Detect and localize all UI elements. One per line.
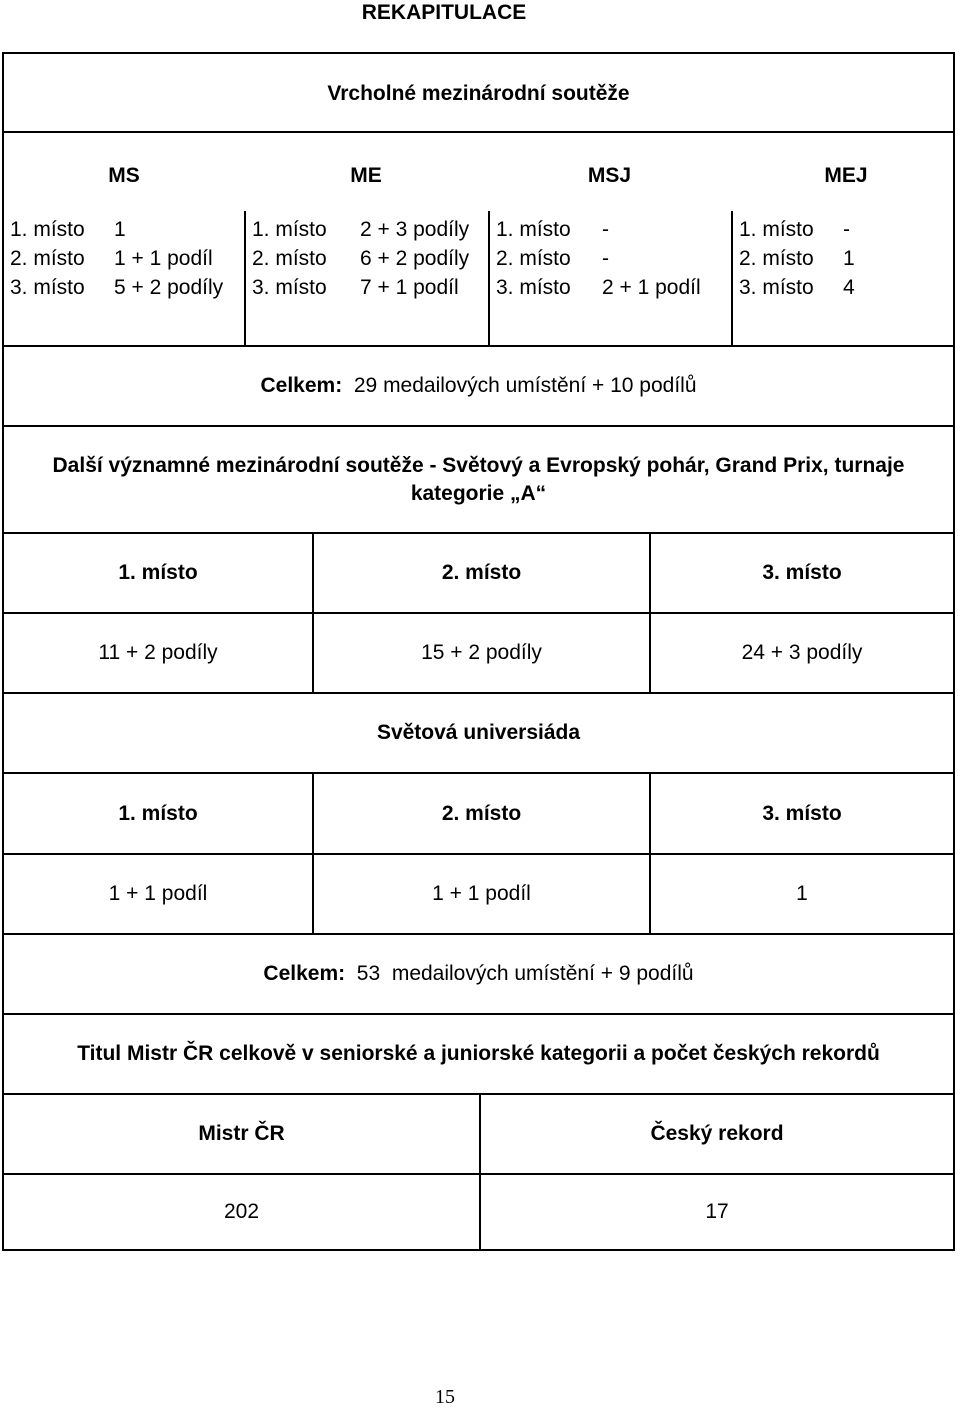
place-value: 24 + 3 podíly — [649, 614, 953, 692]
top-total-row — [4, 347, 953, 427]
top-section-title-row — [4, 54, 953, 133]
medal-row: 2. místo 1 — [739, 247, 855, 270]
column-ms — [4, 211, 244, 345]
universiade-total — [4, 935, 953, 1013]
universiade-values-row — [4, 855, 953, 935]
universiade-total-row — [4, 935, 953, 1015]
other-places-row — [4, 534, 953, 614]
page-title: REKAPITULACE — [361, 1, 527, 24]
place-header: 3. místo — [649, 774, 953, 853]
total-value: 53 medailových umístění + 9 podílů — [356, 962, 694, 985]
medal-row: 1. místo 1 — [10, 218, 126, 241]
medal-row: 3. místo 5 + 2 podíly — [10, 276, 224, 299]
universiade-title: Světová universiáda — [376, 721, 581, 744]
place-header: 1. místo — [118, 801, 198, 825]
national-header: Český rekord — [479, 1095, 953, 1173]
national-section-title: Titul Mistr ČR celkově v seniorské a juniorské kategorii a počet českých rekordů — [77, 1042, 880, 1065]
page-number: 15 — [435, 1386, 455, 1408]
other-values-row — [4, 614, 953, 694]
national-title-row — [4, 1015, 953, 1095]
universiade-title-row — [4, 694, 953, 774]
national-values-row — [4, 1175, 953, 1249]
medal-row: 2. místo 1 + 1 podíl — [10, 247, 213, 270]
medal-row: 3. místo 2 + 1 podíl — [496, 276, 701, 299]
universiade-places-row — [4, 774, 953, 855]
place-value: 1 + 1 podíl — [312, 855, 649, 933]
place-value: 11 + 2 podíly — [98, 641, 218, 664]
top-section-title: Vrcholné mezinárodní soutěže — [327, 82, 630, 105]
medal-row: 3. místo 4 — [739, 276, 855, 299]
other-section-title: Další významné mezinárodní soutěže - Světový a Evropský pohár, Grand Prix, turnaje kategorie „A“ — [52, 453, 905, 505]
national-headers-row — [4, 1095, 953, 1175]
place-header: 1. místo — [118, 561, 198, 584]
medal-row: 3. místo 7 + 1 podíl — [252, 276, 459, 299]
place-header: 3. místo — [649, 534, 953, 612]
place-header: 2. místo — [312, 774, 649, 853]
column-header-mej: MEJ — [824, 164, 868, 187]
place-value: 15 + 2 podíly — [312, 614, 649, 692]
column-header-msj: MSJ — [587, 164, 632, 187]
medal-row: 1. místo 2 + 3 podíly — [252, 218, 470, 241]
medal-columns-row — [4, 133, 953, 347]
column-me — [244, 211, 488, 345]
place-value: 1 — [649, 855, 953, 933]
other-section-title-row — [4, 427, 953, 534]
place-header: 2. místo — [312, 534, 649, 612]
national-value: 202 — [223, 1200, 260, 1223]
total-label: Celkem: — [263, 962, 346, 985]
medal-row: 2. místo - — [496, 247, 609, 270]
total-label: Celkem: — [260, 374, 343, 397]
total-value: 29 medailových umístění + 10 podílů — [353, 374, 697, 397]
column-header-me: ME — [350, 164, 382, 187]
recap-table — [2, 52, 955, 1251]
national-header: Mistr ČR — [198, 1122, 285, 1145]
place-value: 1 + 1 podíl — [108, 882, 208, 905]
top-total — [4, 347, 953, 425]
medal-row: 2. místo 6 + 2 podíly — [252, 247, 470, 270]
column-msj — [488, 211, 731, 345]
column-header-ms: MS — [108, 164, 140, 187]
medal-row: 1. místo - — [739, 218, 850, 241]
medal-row: 1. místo - — [496, 218, 609, 241]
national-value: 17 — [479, 1175, 953, 1249]
column-mej — [731, 211, 953, 345]
